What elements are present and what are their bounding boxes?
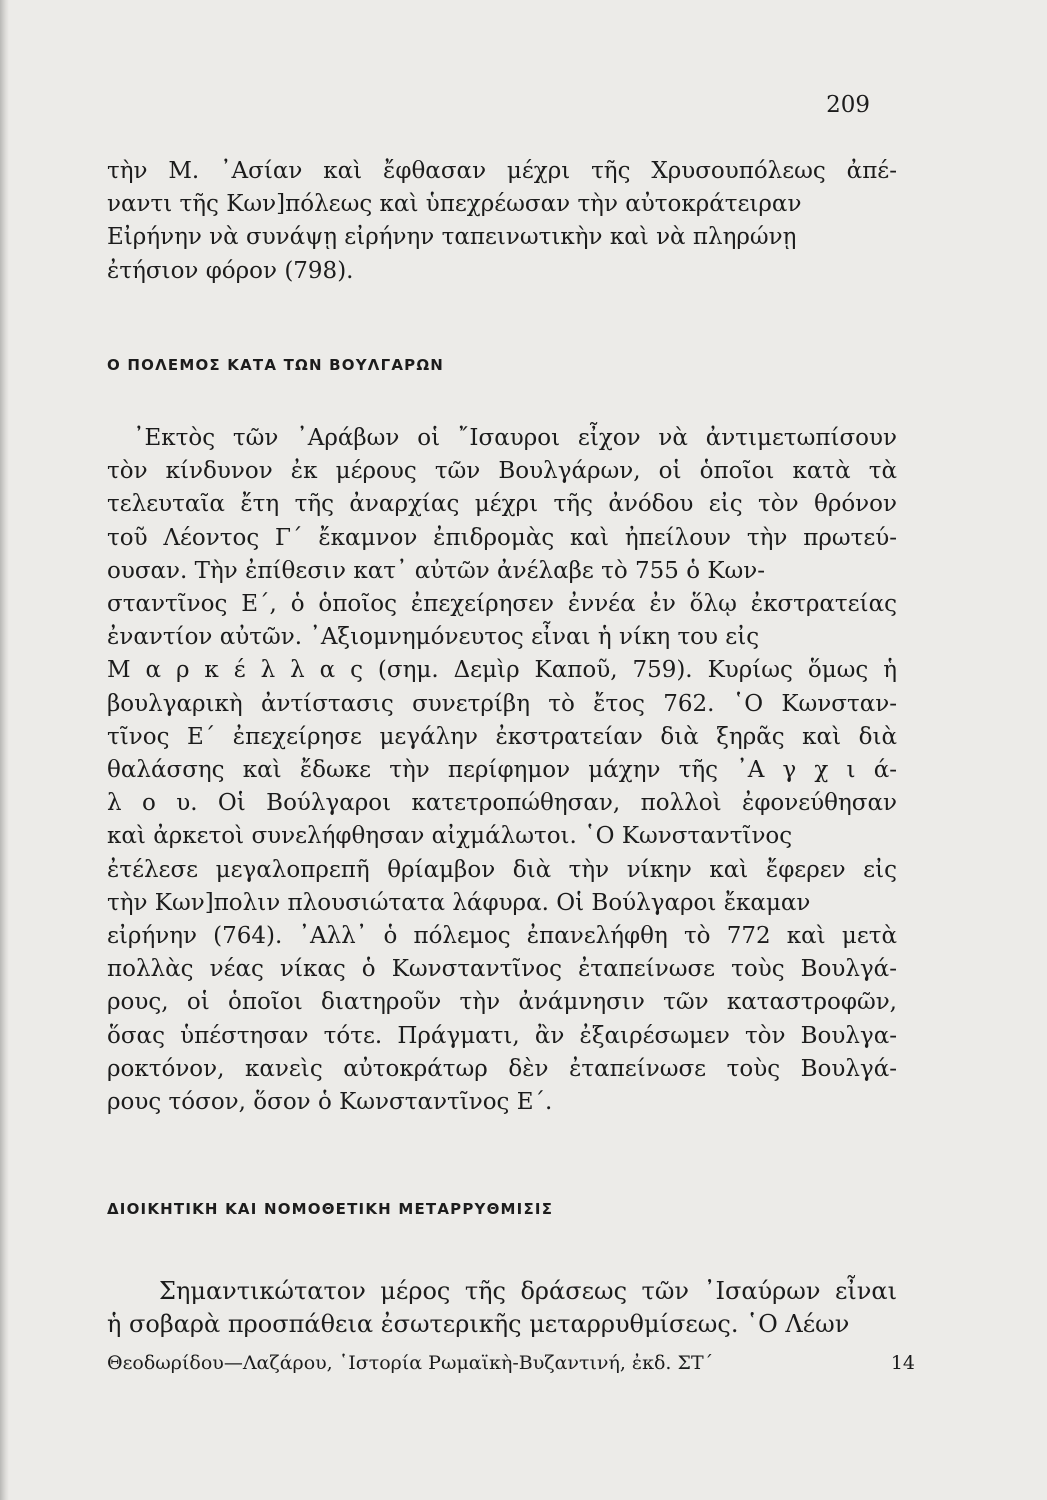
text-line: καὶ ἀρκετοὶ συνελήφθησαν αἰχμάλωτοι. ῾Ο Κωνσταντῖνος	[107, 823, 793, 850]
page-footer	[107, 1352, 915, 1374]
footer-citation: Θεοδωρίδου—Λαζάρου, ῾Ιστορία Ρωμαϊκὴ-Βυζαντινή, ἐκδ. ΣΤ΄	[107, 1352, 714, 1374]
text-line: εἰρήνην (764). ᾿Αλλ᾿ ὁ πόλεμος ἐπανελήφθη τὸ 772 καὶ μετὰ	[107, 923, 897, 950]
sheet-number: 14	[890, 1352, 915, 1374]
text-line: ὅσας ὑπέστησαν τότε. Πράγματι, ἂν ἐξαιρέσωμεν τὸν Βουλγα-	[107, 1022, 897, 1049]
text-line: σταντῖνος Ε΄, ὁ ὁποῖος ἐπεχείρησεν ἐννέα ἐν ὅλῳ ἐκστρατείας	[107, 591, 897, 618]
text-line: βουλγαρικὴ ἀντίστασις συνετρίβη τὸ ἔτος 762. ῾Ο Κωνσταν-	[107, 690, 897, 717]
text-line: τὴν Μ. ᾿Ασίαν καὶ ἔφθασαν μέχρι τῆς Χρυσουπόλεως ἀπέ-	[107, 158, 897, 184]
paragraph-bulgarian-war	[107, 422, 897, 1119]
text-line: ναντι τῆς Κων]πόλεως καὶ ὑπεχρέωσαν τὴν αὐτοκράτειραν	[107, 191, 802, 218]
text-line: πολλὰς νέας νίκας ὁ Κωνσταντῖνος ἐταπείνωσε τοὺς Βουλγά-	[107, 956, 897, 983]
page-number: 209	[826, 92, 870, 118]
text-line: Σημαντικώτατον μέρος τῆς δράσεως τῶν ᾿Ισαύρων εἶναι	[159, 1277, 897, 1305]
text-line: λ ο υ. Οἱ Βούλγαροι κατετροπώθησαν, πολλοὶ ἐφονεύθησαν	[107, 790, 897, 817]
text-line: ροκτόνον, κανεὶς αὐτοκράτωρ δὲν ἐταπείνωσε τοὺς Βουλγά-	[107, 1055, 897, 1082]
text-line: ρους, οἱ ὁποῖοι διατηροῦν τὴν ἀνάμνησιν τῶν καταστροφῶν,	[107, 989, 897, 1016]
section-heading-administrative-reform: ΔΙΟΙΚΗΤΙΚΗ ΚΑΙ ΝΟΜΟΘΕΤΙΚΗ ΜΕΤΑΡΡΥΘΜΙΣΙΣ	[107, 1200, 554, 1218]
text-line: ουσαν. Τὴν ἐπίθεσιν κατ᾿ αὐτῶν ἀνέλαβε τὸ 755 ὁ Κων-	[107, 557, 766, 584]
text-line: ρους τόσον, ὅσον ὁ Κωνσταντῖνος Ε΄.	[107, 1089, 553, 1116]
text-line: τοῦ Λέοντος Γ΄ ἔκαμνον ἐπιδρομὰς καὶ ἠπείλουν τὴν πρωτεύ-	[107, 524, 897, 551]
text-line: ἐτήσιον φόρον (798).	[107, 257, 354, 284]
text-line: Εἰρήνην νὰ συνάψῃ εἰρήνην ταπεινωτικὴν καὶ νὰ πληρώνῃ	[107, 224, 797, 251]
text-line: τὸν κίνδυνον ἐκ μέρους τῶν Βουλγάρων, οἱ ὁποῖοι κατὰ τὰ	[107, 458, 897, 485]
text-line: ᾿Εκτὸς τῶν ᾿Αράβων οἱ ῎Ισαυροι εἶχον νὰ ἀντιμετωπίσουν	[133, 425, 897, 451]
text-line: τῖνος Ε΄ ἐπεχείρησε μεγάλην ἐκστρατείαν διὰ ξηρᾶς καὶ διὰ	[107, 723, 897, 750]
text-line: Μ α ρ κ έ λ λ α ς (σημ. Δεμὶρ Καποῦ, 759). Κυρίως ὅμως ἡ	[107, 657, 897, 684]
paragraph-administrative-reform	[107, 1275, 897, 1341]
text-line: ἐναντίον αὐτῶν. ᾿Αξιομνημόνευτος εἶναι ἡ νίκη του εἰς	[107, 624, 760, 651]
text-line: τὴν Κων]πολιν πλουσιώτατα λάφυρα. Οἱ Βούλγαροι ἔκαμαν	[107, 889, 811, 916]
text-line: ἡ σοβαρὰ προσπάθεια ἐσωτερικῆς μεταρρυθμίσεως. ῾Ο Λέων	[107, 1310, 850, 1338]
binding-gutter	[0, 0, 9, 1500]
paragraph-continuation	[107, 155, 897, 288]
text-line: ἐτέλεσε μεγαλοπρεπῆ θρίαμβον διὰ τὴν νίκην καὶ ἔφερεν εἰς	[107, 856, 897, 883]
text-line: τελευταῖα ἔτη τῆς ἀναρχίας μέχρι τῆς ἀνόδου εἰς τὸν θρόνον	[107, 491, 897, 518]
text-line: θαλάσσης καὶ ἔδωκε τὴν περίφημον μάχην τῆς ᾿Α γ χ ι ά-	[107, 757, 897, 784]
section-heading-bulgarian-war: Ο ΠΟΛΕΜΟΣ ΚΑΤΑ ΤΩΝ ΒΟΥΛΓΑΡΩΝ	[107, 356, 445, 374]
